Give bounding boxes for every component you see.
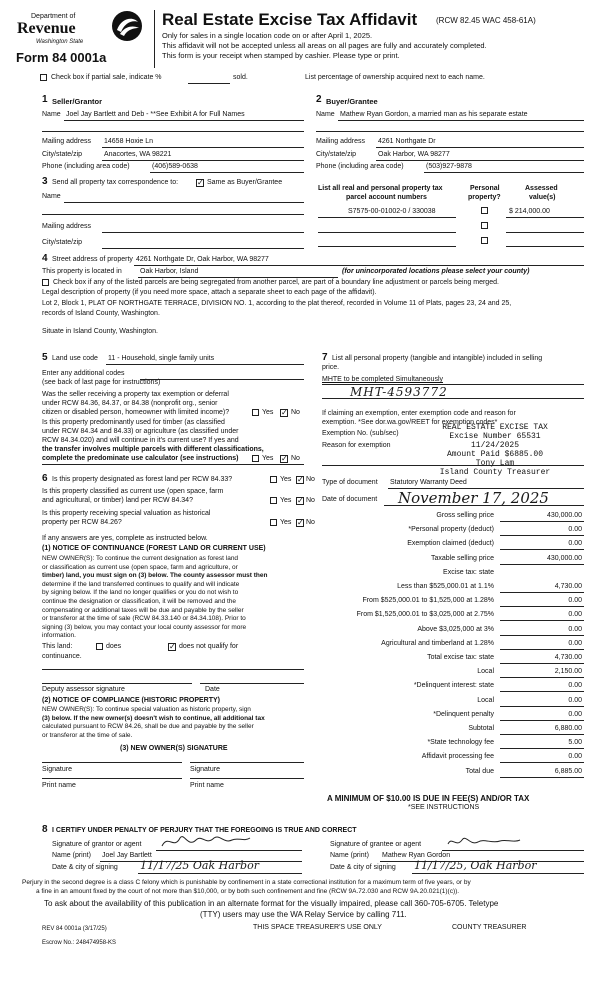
tax-row-underline	[500, 663, 584, 664]
tax-row-underline	[500, 521, 584, 522]
q1-no-label: No	[291, 409, 300, 416]
notice2-body	[42, 706, 265, 740]
tax-row-value[interactable]: 0.00	[568, 711, 582, 718]
parcels-col1: List all real and personal property tax	[318, 185, 443, 192]
notice1-line: or transferor at the time of sale (RCW 84.33.140 or 84.34.108). Prior to	[42, 615, 246, 623]
tax-row-underline	[500, 592, 584, 593]
grantee-name-field[interactable]: Mathew Ryan Gordon	[382, 852, 451, 859]
tax-row-label: Total excise tax: state	[427, 654, 494, 661]
forest-q2-no-checkbox[interactable]: ✓	[297, 496, 304, 505]
stamp-line: Excise Number 65531	[449, 432, 541, 441]
taxcorr-num: 3	[42, 176, 48, 187]
landuse-label: Land use code	[52, 355, 98, 362]
certify-num: 8	[42, 824, 48, 835]
see-instructions: *SEE INSTRUCTIONS	[408, 804, 480, 811]
doc-date-label: Date of document	[322, 496, 378, 503]
grantor-name-label: Name (print)	[52, 852, 91, 859]
notice2-title: (2) NOTICE OF COMPLIANCE (HISTORIC PROPERTY)	[42, 697, 220, 704]
perjury-line1: Perjury in the second degree is a class C felony which is punishable by confinement in a state correctional institution for a maximum term of five years, or by	[22, 879, 471, 886]
legal-line2[interactable]: records of Island County, Washington.	[42, 310, 160, 317]
land-does-not-label: does not qualify for	[179, 643, 239, 650]
tax-row-underline	[500, 649, 584, 650]
notice1-line: timber) land, you must sign on (3) below. The county assessor must then	[42, 572, 268, 580]
parcels-col2: Personal	[470, 185, 500, 192]
parcel-1-personal-checkbox[interactable]	[481, 207, 488, 214]
exempt-line2: exemption. *See dor.wa.gov/REET for exemption codes*	[322, 419, 498, 426]
forest-q1-yes-label: Yes	[280, 476, 292, 483]
taxcorr-heading: Send all property tax correspondence to:	[52, 179, 179, 186]
grantor-signature-icon[interactable]	[158, 832, 253, 852]
tax-row-underline	[500, 620, 584, 621]
form-rcw: (RCW 82.45 WAC 458-61A)	[436, 16, 536, 25]
tax-row-label: Above $3,025,000 at 3%	[417, 626, 494, 633]
tax-row-value[interactable]: 4,730.00	[554, 654, 582, 661]
additional-codes-note: (see back of last page for instructions)	[42, 379, 161, 386]
grantor-date-label: Date & city of signing	[52, 864, 118, 871]
q1-yes-label: Yes	[262, 409, 274, 416]
notice2-line: (3) below. If the new owner(s) doesn't wish to continue, all additional tax	[42, 714, 265, 722]
sig-grantor-label: Signature of grantor or agent	[52, 841, 142, 848]
buyer-mailing-label: Mailing address	[316, 138, 366, 145]
parcel-1-field[interactable]: S7575-00-01002-0 / 330038	[348, 208, 436, 215]
unincorporated-note: (for unincorporated locations please select your county)	[342, 268, 530, 275]
forest-q3-no-checkbox[interactable]: ✓	[297, 518, 304, 527]
notice1-line: determine if the land transferred continues to qualify and will indicate	[42, 580, 240, 588]
form-title: Real Estate Excise Tax Affidavit	[162, 10, 418, 29]
tax-row-value[interactable]: 0.00	[568, 753, 582, 760]
tax-row-underline	[500, 606, 584, 607]
notice1-line: information.	[42, 632, 76, 640]
tax-row-underline	[500, 720, 584, 721]
ownership-note: List percentage of ownership acquired next to each name.	[305, 74, 485, 81]
tax-row-value[interactable]: 0.00	[568, 597, 582, 604]
buyer-name-field[interactable]: Mathew Ryan Gordon, a married man as his separate estate	[340, 111, 528, 118]
landuse-num: 5	[42, 352, 48, 363]
tax-row-value[interactable]: 6,885.00	[554, 768, 582, 775]
q1b: under RCW 84.36, 84.37, or 84.38 (nonprofit org., senior	[42, 400, 218, 407]
tax-row-label: From $525,000.01 to $1,525,000 at 1.28%	[362, 597, 494, 604]
doc-type-label: Type of document	[322, 479, 378, 486]
buyer-heading: Buyer/Grantee	[326, 97, 378, 106]
q2c: RCW 84.34.020) and will continue in it's current use? If yes and	[42, 437, 239, 444]
stamp-line: Island County Treasurer	[439, 468, 551, 477]
partial-sale-sold: sold.	[233, 74, 248, 81]
notice1-line: or classification as current use (open space, farm and agriculture, or	[42, 563, 238, 571]
notice1-line: continue the designation or classification, it will be removed and the	[42, 597, 237, 605]
form-revision: REV 84 0001a (3/17/25)	[42, 926, 107, 932]
forest-q1-no-label: No	[306, 476, 315, 483]
parcel-3-personal-checkbox[interactable]	[481, 237, 488, 244]
new-owner-signature2[interactable]: Signature	[190, 766, 220, 773]
exempt-line1: If claiming an exemption, enter exemption code and reason for	[322, 410, 516, 417]
land-does-checkbox[interactable]	[96, 643, 103, 650]
same-as-buyer-label: Same as Buyer/Grantee	[207, 179, 283, 186]
stamp-line: Tony Lam	[475, 459, 515, 468]
tax-row-underline	[500, 691, 584, 692]
buyer-name-label: Name	[316, 111, 335, 118]
tax-row-label: *Personal property (deduct)	[408, 526, 494, 533]
notice1-line: signing (3) below, you may contact your local county assessor for more	[42, 623, 247, 631]
taxcorr-name-label: Name	[42, 193, 61, 200]
parcel-1-value[interactable]: $ 214,000.00	[509, 208, 550, 215]
notice3-title: (3) NEW OWNER(S) SIGNATURE	[120, 745, 228, 752]
notice1-title: (1) NOTICE OF CONTINUANCE (FOREST LAND OR CURRENT USE)	[42, 545, 266, 552]
buyer-phone-field[interactable]: (503)927-9878	[426, 163, 472, 170]
forest-q3-yes-checkbox[interactable]	[270, 519, 277, 526]
forest-q3-yes-label: Yes	[280, 519, 292, 526]
parcels-col2b: property?	[468, 194, 501, 201]
seller-name-field[interactable]: Joel Jay Bartlett and Deb - **See Exhibit A for Full Names	[66, 111, 245, 118]
certify-heading: I CERTIFY UNDER PENALTY OF PERJURY THAT THE FOREGOING IS TRUE AND CORRECT	[52, 827, 357, 834]
street-address-field[interactable]: 4261 Northgate Dr, Oak Harbor, WA 98277	[136, 256, 269, 263]
q2-yes-label: Yes	[262, 455, 274, 462]
tax-row-value[interactable]: 6,880.00	[554, 725, 582, 732]
stamp-line: 11/24/2025	[470, 441, 519, 450]
q2a: Is this property predominantly used for timber (as classified	[42, 419, 225, 426]
stamp-line: Amount Paid $6885.00	[446, 450, 543, 459]
tax-row-label: Total due	[465, 768, 494, 775]
minimum-note: A MINIMUM OF $10.00 IS DUE IN FEE(S) AND/OR TAX	[327, 794, 530, 803]
tax-row-label: Less than $525,000.01 at 1.1%	[397, 583, 494, 590]
forest-num: 6	[42, 473, 48, 484]
forest-q2-yes-label: Yes	[280, 497, 292, 504]
header-line2: This affidavit will not be accepted unless all areas on all pages are fully and accurately completed.	[162, 41, 487, 50]
located-field[interactable]: Oak Harbor, Island	[140, 268, 199, 275]
tax-row-underline	[500, 706, 584, 707]
tax-row-label: Subtotal	[468, 725, 494, 732]
forest-q1-no-checkbox[interactable]: ✓	[297, 475, 304, 484]
legal-line1[interactable]: Lot 2, Block 1, PLAT OF NORTHGATE TERRACE, DIVISION NO. 1, according to the plat thereof, recorded in Volume 11 of Plats, pages 23, 24 and 25,	[42, 300, 512, 307]
personal-num: 7	[322, 352, 328, 363]
tax-row-value[interactable]: 2,150.00	[554, 668, 582, 675]
buyer-city-label: City/state/zip	[316, 151, 357, 158]
new-owner-print1[interactable]: Print name	[42, 782, 76, 789]
tax-row-underline	[500, 677, 584, 678]
seller-name-label: Name	[42, 111, 61, 118]
tax-row-value[interactable]: 0.00	[568, 640, 582, 647]
forest-q1: Is this property designated as forest land per RCW 84.33?	[52, 476, 233, 483]
continuance-label: continuance.	[42, 653, 82, 660]
reason-label: Reason for exemption	[322, 442, 391, 449]
personal-label2: price.	[322, 364, 340, 371]
tax-row-label: Local	[477, 668, 494, 675]
tax-row-value[interactable]: 0.00	[568, 682, 582, 689]
tax-row-value[interactable]: 5.00	[568, 739, 582, 746]
q2d: the transfer involves multiple parcels with different classifications,	[42, 446, 264, 453]
deputy-signature-label: Deputy assessor signature	[42, 686, 125, 693]
notice2-line: or transferor at the time of sale.	[42, 731, 133, 739]
tax-row-value[interactable]: 430,000.00	[546, 555, 582, 562]
taxcorr-mailing-label: Mailing address	[42, 223, 92, 230]
grantee-date-field[interactable]: 11/17/25, Oak Harbor	[414, 859, 537, 872]
tax-row-underline	[500, 635, 584, 636]
buyer-mailing-field[interactable]: 4261 Northgate Dr	[378, 138, 436, 145]
tax-row-underline	[500, 748, 584, 749]
seller-city-field[interactable]: Anacortes, WA 98221	[104, 151, 172, 158]
dept-line2: Revenue	[17, 20, 76, 37]
tax-row-label: *Delinquent penalty	[433, 711, 494, 718]
form-number: Form 84 0001a	[16, 50, 107, 65]
tax-row-underline	[500, 549, 584, 550]
q2-no-checkbox[interactable]: ✓	[281, 454, 288, 463]
tax-row-label: Agricultural and timberland at 1.28%	[381, 640, 494, 647]
treasurer-stamp	[400, 423, 590, 477]
tax-row-underline	[500, 734, 584, 735]
tax-row-underline	[500, 535, 584, 536]
q1a: Was the seller receiving a property tax exemption or deferral	[42, 391, 229, 398]
grantee-signature-icon[interactable]	[444, 832, 524, 852]
land-does-label: does	[106, 643, 122, 650]
tax-row-label: Local	[477, 697, 494, 704]
buyer-city-field[interactable]: Oak Harbor, WA 98277	[378, 151, 450, 158]
tax-row-value[interactable]: 0.00	[568, 611, 582, 618]
new-owner-print2[interactable]: Print name	[190, 782, 224, 789]
parcels-col1b: parcel account numbers	[346, 194, 427, 201]
q1-no-checkbox[interactable]: ✓	[281, 408, 288, 417]
if-yes-note: If any answers are yes, complete as instructed below.	[42, 535, 208, 542]
escrow-number: Escrow No.: 248474958-KS	[42, 940, 117, 946]
segregated-label: Check box if any of the listed parcels are being segregated from another parcel, are part of a boundary line adjustment or parcels being merged.	[53, 279, 499, 286]
notice2-line: NEW OWNER(S): To continue special valuation as historic property, sign	[42, 706, 251, 713]
notice1-body	[42, 555, 268, 641]
doc-type-field[interactable]: Statutory Warranty Deed	[390, 479, 467, 486]
tax-row-label: *State technology fee	[427, 739, 494, 746]
tax-row-underline	[500, 762, 584, 763]
located-label: This property is located in	[42, 268, 122, 275]
ask-line2: (TTY) users may use the WA Relay Service by calling 711.	[200, 910, 407, 919]
forest-q2a: Is this property classified as current use (open space, farm	[42, 488, 224, 495]
stamp-line: REAL ESTATE EXCISE TAX	[442, 423, 548, 432]
same-as-buyer-checkbox[interactable]: ✓	[197, 178, 204, 187]
street-label: Street address of property	[52, 256, 133, 263]
forest-q3-no-label: No	[306, 519, 315, 526]
header-line3: This form is your receipt when stamped by cashier. Please type or print.	[162, 51, 400, 60]
exempt-no-label: Exemption No. (sub/sec)	[322, 430, 399, 437]
seller-city-label: City/state/zip	[42, 151, 83, 158]
treasurer-use-only: THIS SPACE TREASURER'S USE ONLY	[253, 924, 382, 931]
seller-num: 1	[42, 94, 48, 105]
tax-row-value[interactable]: 0.00	[568, 526, 582, 533]
legal-label: Legal description of property (if you need more space, attach a separate sheet to each page of the affidavit).	[42, 289, 377, 296]
seller-mailing-label: Mailing address	[42, 138, 92, 145]
tax-row-underline	[500, 777, 584, 778]
tax-row-label: Excise tax: state	[443, 569, 494, 576]
notice1-line: compensating or additional taxes will be due and payable by the seller	[42, 606, 244, 614]
tax-row-label: From $1,525,000.01 to $3,025,000 at 2.75%	[356, 611, 494, 618]
tax-row-value[interactable]: 430,000.00	[546, 512, 582, 519]
dept-line3: Washington State	[36, 39, 84, 45]
sig-grantee-label: Signature of grantee or agent	[330, 841, 422, 848]
tax-row-underline	[500, 564, 584, 565]
ask-line1: To ask about the availability of this publication in an alternate format for the visually impaired, please call 360-705-6705. Teletype	[44, 899, 499, 908]
seller-heading: Seller/Grantor	[52, 97, 103, 106]
notice1-line: by signing below. If the land no longer qualifies or you do not wish to	[42, 589, 239, 597]
personal-label: List all personal property (tangible and intangible) included in selling	[332, 355, 543, 362]
forest-q3b: property per RCW 84.26?	[42, 519, 122, 526]
tax-row-label: *Delinquent interest: state	[413, 682, 494, 689]
parcels-col3: Assessed	[525, 185, 558, 192]
q2e: complete the predominate use calculator (see instructions)	[42, 455, 239, 462]
tax-row-value[interactable]: 0.00	[568, 697, 582, 704]
grantor-name-field[interactable]: Joel Jay Bartlett	[102, 852, 152, 859]
taxcorr-city-label: City/state/zip	[42, 239, 83, 246]
tax-row-label: Exemption claimed (deduct)	[407, 540, 494, 547]
deputy-date-label: Date	[205, 686, 220, 693]
dept-line1: Department of	[31, 13, 76, 20]
tax-row-value[interactable]: 0.00	[568, 540, 582, 547]
tax-row-value[interactable]: 0.00	[568, 626, 582, 633]
tax-row-label: Affidavit processing fee	[421, 753, 494, 760]
perjury-line2: a fine in an amount fixed by the court of not more than $10,000, or by both such confinement and fine (RCW 9A.72.030 and RCW 9A.20.021(1)(c)).	[36, 888, 460, 895]
legal-line3[interactable]: Situate in Island County, Washington.	[42, 328, 158, 335]
q2-no-label: No	[291, 455, 300, 462]
partial-sale-label: Check box if partial sale, indicate %	[51, 74, 162, 81]
grantee-date-label: Date & city of signing	[330, 864, 396, 871]
county-treasurer: COUNTY TREASURER	[452, 924, 527, 931]
tax-row-label: Gross selling price	[436, 512, 494, 519]
forest-q2-yes-checkbox[interactable]	[270, 497, 277, 504]
partial-sale-checkbox[interactable]	[40, 74, 47, 81]
dor-logo-icon	[111, 10, 143, 42]
forest-q3a: Is this property receiving special valuation as historical	[42, 510, 211, 517]
seller-phone-label: Phone (including area code)	[42, 163, 130, 170]
q2b: under RCW 84.34 and 84.33) or agriculture (as classified under	[42, 428, 239, 435]
doc-date-field[interactable]: November 17, 2025	[398, 489, 549, 507]
this-land-label: This land:	[42, 643, 73, 650]
forest-q2b: and agricultural, or timber) land per RCW 84.34?	[42, 497, 193, 504]
seller-phone-field[interactable]: (406)589-0638	[152, 163, 198, 170]
notice1-line: NEW OWNER(S): To continue the current designation as forest land	[42, 555, 239, 562]
forest-q2-no-label: No	[306, 497, 315, 504]
seller-mailing-field[interactable]: 14658 Hoxie Ln	[104, 138, 154, 145]
header-line1: Only for sales in a single location code on or after April 1, 2025.	[162, 31, 373, 40]
street-num: 4	[42, 253, 48, 264]
tax-row-label: Taxable selling price	[430, 555, 494, 562]
parcel-2-personal-checkbox[interactable]	[481, 222, 488, 229]
forest-q1-yes-checkbox[interactable]	[270, 476, 277, 483]
tax-row-value[interactable]: 4,730.00	[554, 583, 582, 590]
land-does-not-checkbox[interactable]: ✓	[169, 642, 176, 651]
grantee-name-label: Name (print)	[330, 852, 369, 859]
additional-codes-label: Enter any additional codes	[42, 370, 125, 377]
new-owner-signature1[interactable]: Signature	[42, 766, 72, 773]
mhte-note[interactable]: MHTE to be completed Simultaneously	[322, 376, 443, 383]
notice2-line: calculated pursuant to RCW 84.26, shall be due and payable by the seller	[42, 723, 254, 731]
q2-yes-checkbox[interactable]	[252, 455, 259, 462]
q1c: citizen or disabled person, homeowner with limited income)?	[42, 409, 230, 416]
parcels-col3b: value(s)	[529, 194, 556, 201]
buyer-phone-label: Phone (including area code)	[316, 163, 404, 170]
segregated-checkbox[interactable]	[42, 279, 49, 286]
landuse-code-field[interactable]: 11 - Household, single family units	[108, 355, 215, 362]
mhte-handwritten: MHT-4593772	[350, 385, 448, 399]
buyer-num: 2	[316, 94, 322, 105]
q1-yes-checkbox[interactable]	[252, 409, 259, 416]
grantor-date-field[interactable]: 11/17/25 Oak Harbor	[140, 859, 259, 872]
